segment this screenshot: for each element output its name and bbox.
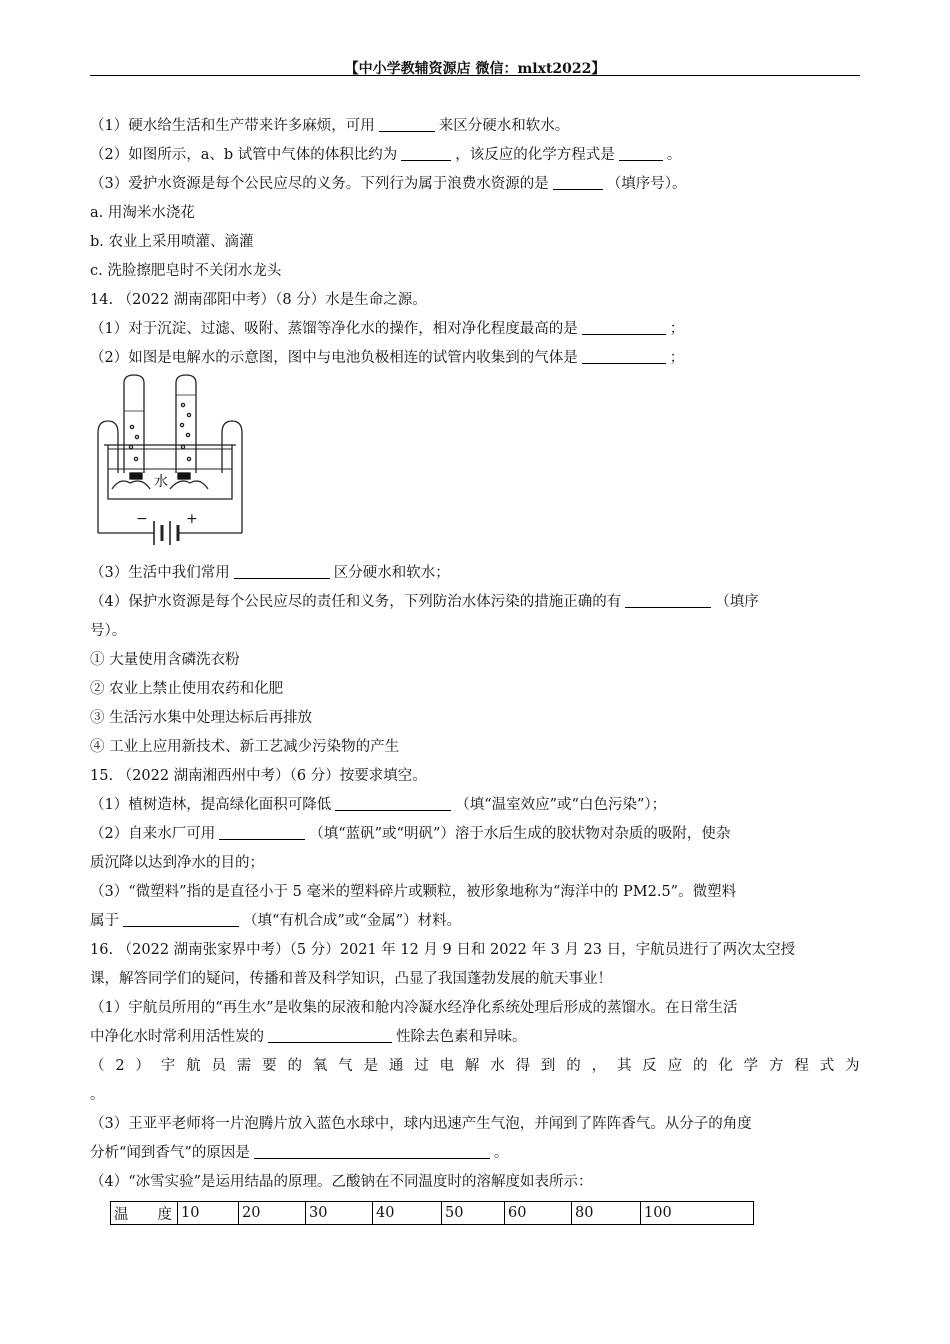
q16-title: 16. （2022 湖南张家界中考）（5 分）2021 年 12 月 9 日和 2022 年 3 月 23 日，宇航员进行了两次太空授 [90,942,796,958]
q16-title-cont: 课，解答同学们的疑问，传播和普及科学知识，凸显了我国蓬勃发展的航天事业！ [90,971,612,987]
spaced-char: 其 [616,1058,632,1074]
spaced-char: ， [591,1058,607,1074]
answer-blank[interactable] [335,794,451,811]
table-cell: 60 [505,1202,572,1225]
answer-blank[interactable] [268,1026,392,1043]
q14-part4: （4）保护水资源是每个公民应尽的责任和义务，下列防治水体污染的措施正确的有 （填序 [90,588,860,617]
spaced-char: 通 [388,1058,404,1074]
spaced-char: 的 [692,1058,708,1074]
q13-part2: （2）如图所示，a、b 试管中气体的体积比约为 ，该反应的化学方程式是 。 [90,141,860,170]
spaced-char: 2 [115,1058,125,1074]
answer-blank[interactable] [254,1142,490,1159]
q15-part2-cont: 质沉降以达到净水的目的； [90,855,264,871]
spaced-char: 程 [794,1058,809,1074]
q15-part1: （1）植树造林，提高绿化面积可降低 （填“温室效应”或“白色污染”）； [90,791,860,820]
spaced-char: 要 [262,1058,277,1074]
spaced-char: 应 [667,1058,683,1074]
answer-blank[interactable] [619,144,663,161]
spaced-char: 解 [464,1058,480,1074]
q14-option-2: ② 农业上禁止使用农药和化肥 [90,681,284,697]
answer-blank[interactable] [582,347,666,364]
q14-part1: （1）对于沉淀、过滤、吸附、蒸馏等净化水的操作，相对净化程度最高的是 ； [90,315,860,344]
q16-part3: （3）王亚平老师将一片泡腾片放入蓝色水球中，球内迅速产生气泡，并闻到了阵阵香气。从分子的角度 [90,1116,752,1132]
spaced-char: （ [90,1058,105,1074]
answer-blank[interactable] [234,562,330,579]
table-header-cell: 温 度 [111,1202,178,1225]
page-header: 【中小学教辅资源店 微信：mlxt2022】 [344,61,606,77]
spaced-char: 学 [743,1058,759,1074]
table-cell: 10 [178,1202,239,1225]
spaced-char: 到 [540,1058,556,1074]
spaced-char: 方 [769,1058,784,1074]
q15-part3-cont: 属于 （填“有机合成”或“金属”）材料。 [90,907,860,936]
spaced-char: 的 [566,1058,581,1074]
document-body [90,112,860,1225]
answer-blank[interactable] [553,173,603,190]
spaced-char: 需 [236,1058,252,1074]
q15-part2: （2）自来水厂可用 （填“蓝矾”或“明矾”）溶于水后生成的胶状物对杂质的吸附，使杂 [90,820,860,849]
q16-part3-cont: 分析“闻到香气”的原因是 。 [90,1139,860,1168]
q14-option-3: ③ 生活污水集中处理达标后再排放 [90,710,313,726]
q16-part4: （4）“冰雪实验”是运用结晶的原理。乙酸钠在不同温度时的溶解度如表所示： [90,1174,593,1190]
spaced-char: 宇 [160,1058,176,1074]
answer-blank[interactable] [401,144,451,161]
q16-part2 [90,1052,860,1081]
negative-terminal-label: − [136,511,148,527]
q13-part1: （1）硬水给生活和生产带来许多麻烦，可用 来区分硬水和软水。 [90,112,860,141]
answer-blank[interactable] [379,115,435,132]
table-cell: 50 [442,1202,505,1225]
answer-blank[interactable] [582,318,666,335]
q13-option-a: a. 用淘米水浇花 [90,205,195,221]
q14-part4-cont: 号）。 [90,623,127,639]
answer-blank[interactable] [123,910,239,927]
spaced-char: 航 [186,1058,201,1074]
solubility-table [110,1201,754,1225]
spaced-char: ） [135,1058,150,1074]
table-row [111,1202,754,1225]
table-cell: 20 [239,1202,306,1225]
electrolysis-diagram-svg [90,373,250,559]
spaced-char: 氧 [312,1058,328,1074]
spaced-char: 为 [845,1058,860,1074]
spaced-char: 反 [642,1058,657,1074]
spaced-char: 是 [363,1058,379,1074]
spaced-char: 水 [490,1058,505,1074]
q13-option-b: b. 农业上采用喷灌、滴灌 [90,234,254,250]
electrolysis-diagram [90,373,860,559]
header-rule [90,75,860,76]
q16-part1: （1）宇航员所用的“再生水”是收集的尿液和舱内冷凝水经净化系统处理后形成的蒸馏水。在日常生活 [90,1000,738,1016]
q13-option-c: c. 洗脸擦肥皂时不关闭水龙头 [90,263,282,279]
q16-part1-cont: 中净化水时常利用活性炭的 性除去色素和异味。 [90,1023,860,1052]
q14-option-4: ④ 工业上应用新技术、新工艺减少污染物的产生 [90,739,400,755]
table-cell: 100 [641,1202,754,1225]
spaced-char: 的 [287,1058,302,1074]
q15-title: 15. （2022 湖南湘西州中考）（6 分）按要求填空。 [90,768,427,784]
spaced-char: 得 [515,1058,531,1074]
table-cell: 80 [572,1202,641,1225]
q14-option-1: ① 大量使用含磷洗衣粉 [90,652,240,668]
q14-part3: （3）生活中我们常用 区分硬水和软水； [90,559,860,588]
q13-part3: （3）爱护水资源是每个公民应尽的义务。下列行为属于浪费水资源的是 （填序号）。 [90,170,860,199]
water-label: 水 [154,474,168,490]
table-cell: 30 [306,1202,373,1225]
q14-title: 14. （2022 湖南邵阳中考）（8 分）水是生命之源。 [90,292,427,308]
answer-blank[interactable] [625,591,711,608]
spaced-char: 过 [414,1058,429,1074]
spaced-char: 电 [439,1058,455,1074]
positive-terminal-label: + [186,511,198,527]
answer-blank[interactable] [219,823,305,840]
spaced-char: 式 [819,1058,835,1074]
q15-part3: （3）“微塑料”指的是直径小于 5 毫米的塑料碎片或颗粒，被形象地称为“海洋中的 PM2.5”。微塑料 [90,884,737,900]
spaced-char: 化 [718,1058,733,1074]
table-cell: 40 [373,1202,442,1225]
spaced-char: 气 [338,1058,353,1074]
q14-part2: （2）如图是电解水的示意图，图中与电池负极相连的试管内收集到的气体是 ； [90,344,860,373]
q16-part2-end: 。 [90,1087,105,1103]
spaced-char: 员 [211,1058,226,1074]
